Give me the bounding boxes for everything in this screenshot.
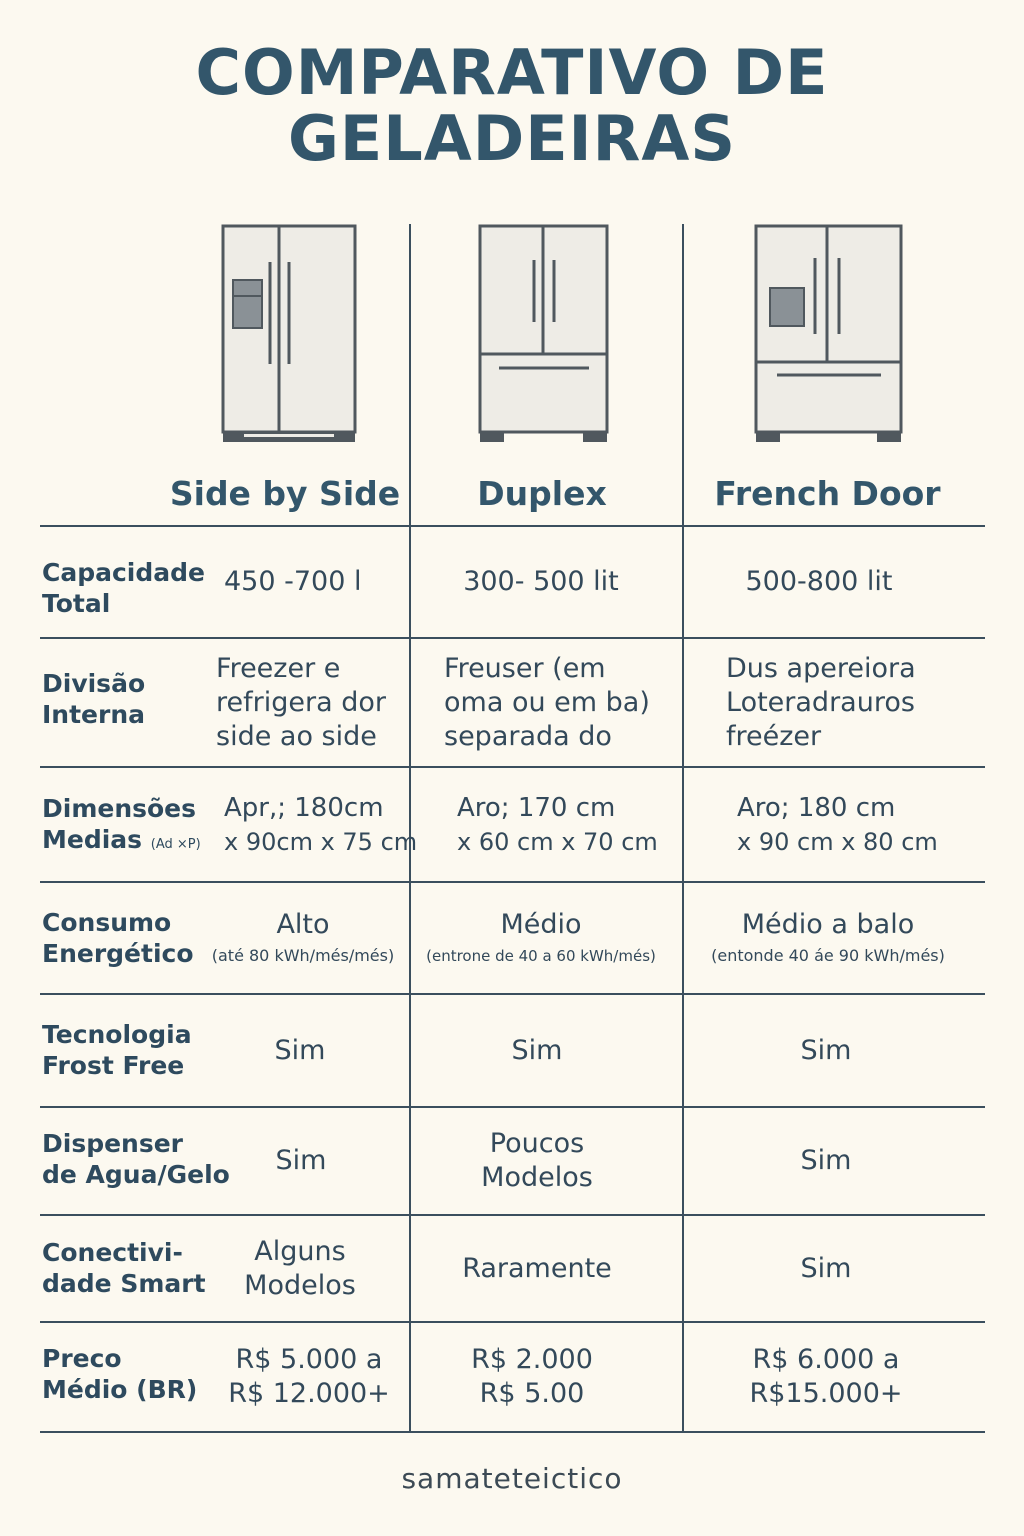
cell-text: Poucos: [489, 1128, 585, 1159]
cell-text: Freuser (em: [444, 652, 606, 684]
title-line-1: COMPARATIVO DE: [195, 36, 829, 109]
cell-preco-french-door: [690, 1323, 962, 1431]
row-label-line: Total: [42, 589, 111, 618]
row-label-preco-medio: [42, 1343, 222, 1405]
cell-text: Médio a balo: [741, 909, 915, 940]
cell-text: Apr,; 180cm: [224, 792, 384, 823]
cell-note: (até 80 kWh/més/més): [211, 946, 395, 965]
row-label-line: Capacidade: [42, 558, 205, 587]
cell-text: R$ 5.00: [479, 1378, 585, 1409]
row-label-line: Consumo: [42, 908, 172, 937]
cell-text: Modelos: [481, 1162, 593, 1193]
row-label-line: Interna: [42, 700, 146, 729]
cell-smart-french-door: [690, 1216, 962, 1321]
cell-frost-free-side-by-side: [220, 995, 380, 1106]
cell-text: R$ 6.000 a: [752, 1344, 900, 1375]
cell-text: Loteradrauros: [726, 686, 915, 718]
row-label-line: Médio (BR): [42, 1375, 198, 1404]
cell-dispenser-duplex: [412, 1108, 662, 1214]
cell-text: Modelos: [244, 1269, 356, 1301]
column-header-side-by-side: Side by Side: [169, 474, 401, 513]
cell-text: R$15.000+: [749, 1378, 903, 1409]
cell-preco-duplex: [412, 1323, 652, 1431]
cell-text: x 60 cm x 70 cm: [457, 827, 658, 856]
cell-text: R$ 5.000 a: [235, 1344, 383, 1375]
title-line-2: GELADEIRAS: [288, 102, 736, 175]
cell-dispenser-french-door: [690, 1108, 962, 1214]
cell-dimensoes-side-by-side: [224, 768, 418, 881]
cell-text: Freezer e: [216, 652, 341, 684]
row-label-note: (Ad ×P): [150, 837, 201, 852]
cell-text: Sim: [274, 1034, 326, 1066]
cell-text: Raramente: [462, 1252, 612, 1284]
cell-text: Sim: [511, 1034, 563, 1066]
french-door-fridge-icon: [749, 222, 909, 446]
row-label-divisao-interna: [42, 668, 222, 730]
cell-text: Médio: [500, 909, 582, 940]
row-label-line: Dimensões: [42, 794, 197, 823]
cell-text: 450 -700 l: [224, 566, 362, 597]
cell-text: R$ 12.000+: [228, 1378, 390, 1409]
cell-capacidade-duplex: [412, 527, 670, 637]
row-label-dimensoes-medias: [42, 793, 222, 860]
row-label-line: Tecnologia: [42, 1020, 192, 1049]
cell-text: refrigera dor: [216, 686, 386, 718]
cell-preco-side-by-side: [214, 1323, 404, 1431]
row-label-line: Energético: [42, 939, 194, 968]
row-label-consumo-energetico: [42, 907, 222, 969]
cell-text: Sim: [800, 1034, 852, 1066]
cell-text: R$ 2.000: [471, 1344, 593, 1375]
cell-capacidade-french-door: [684, 527, 954, 637]
cell-note: (entonde 40 áe 90 kWh/més): [711, 946, 945, 965]
row-label-line: Dispenser: [42, 1129, 184, 1158]
row-label-frost-free: [42, 1019, 222, 1081]
cell-text: x 90cm x 75 cm: [224, 827, 418, 856]
row-label-line: dade Smart: [42, 1269, 206, 1298]
column-divider: [682, 224, 684, 1433]
cell-dimensoes-duplex: [457, 768, 679, 881]
cell-frost-free-french-door: [690, 995, 962, 1106]
cell-smart-side-by-side: [220, 1216, 380, 1321]
column-header-french-door: French Door: [714, 474, 941, 513]
cell-divisao-side-by-side: [216, 639, 408, 766]
cell-frost-free-duplex: [412, 995, 662, 1106]
row-label-line: Divisão: [42, 669, 146, 698]
cell-text: Aro; 170 cm: [457, 792, 616, 823]
cell-text: side ao side: [216, 720, 377, 752]
cell-text: Alguns: [254, 1235, 346, 1267]
cell-note: (entrone de 40 a 60 kWh/més): [426, 947, 656, 965]
cell-text: Sim: [800, 1252, 852, 1284]
cell-consumo-french-door: [690, 883, 966, 993]
row-label-line: [42, 824, 222, 860]
row-label-line: Frost Free: [42, 1051, 185, 1080]
cell-text: 500-800 lit: [745, 566, 893, 597]
cell-text: oma ou em ba): [444, 686, 650, 718]
column-header-duplex: Duplex: [477, 474, 607, 513]
cell-divisao-french-door: [726, 639, 976, 766]
row-label-capacidade-total: [42, 557, 222, 619]
row-label-line: Conectivi-: [42, 1238, 183, 1267]
cell-text: Dus apereiora: [726, 652, 916, 684]
duplex-fridge-icon: [473, 222, 615, 446]
cell-consumo-side-by-side: [200, 883, 406, 993]
row-label-conectividade-smart: [42, 1237, 222, 1299]
cell-text: x 90 cm x 80 cm: [737, 827, 938, 856]
cell-dispenser-side-by-side: [236, 1108, 366, 1214]
row-label-dispenser: [42, 1128, 232, 1190]
row-label-line: de Agua/Gelo: [42, 1160, 230, 1189]
cell-text: Sim: [800, 1145, 852, 1176]
cell-text: freézer: [726, 720, 822, 752]
cell-consumo-duplex: [412, 883, 670, 993]
cell-text: 300- 500 lit: [463, 566, 619, 597]
row-label-line: Preco: [42, 1344, 122, 1373]
cell-capacidade-side-by-side: [224, 527, 404, 637]
row-divider: [40, 1431, 985, 1433]
cell-text: Sim: [275, 1145, 327, 1176]
page-title: [0, 36, 1024, 175]
side-by-side-fridge-icon: [216, 222, 362, 446]
cell-text: Aro; 180 cm: [737, 792, 896, 823]
cell-smart-duplex: [412, 1216, 662, 1321]
cell-divisao-duplex: [444, 639, 680, 766]
row-label-text: Medias: [42, 825, 143, 854]
cell-dimensoes-french-door: [737, 768, 977, 881]
cell-text: separada do: [444, 720, 612, 752]
cell-text: Alto: [276, 909, 330, 940]
footer-brand: samateteictico: [401, 1462, 623, 1495]
